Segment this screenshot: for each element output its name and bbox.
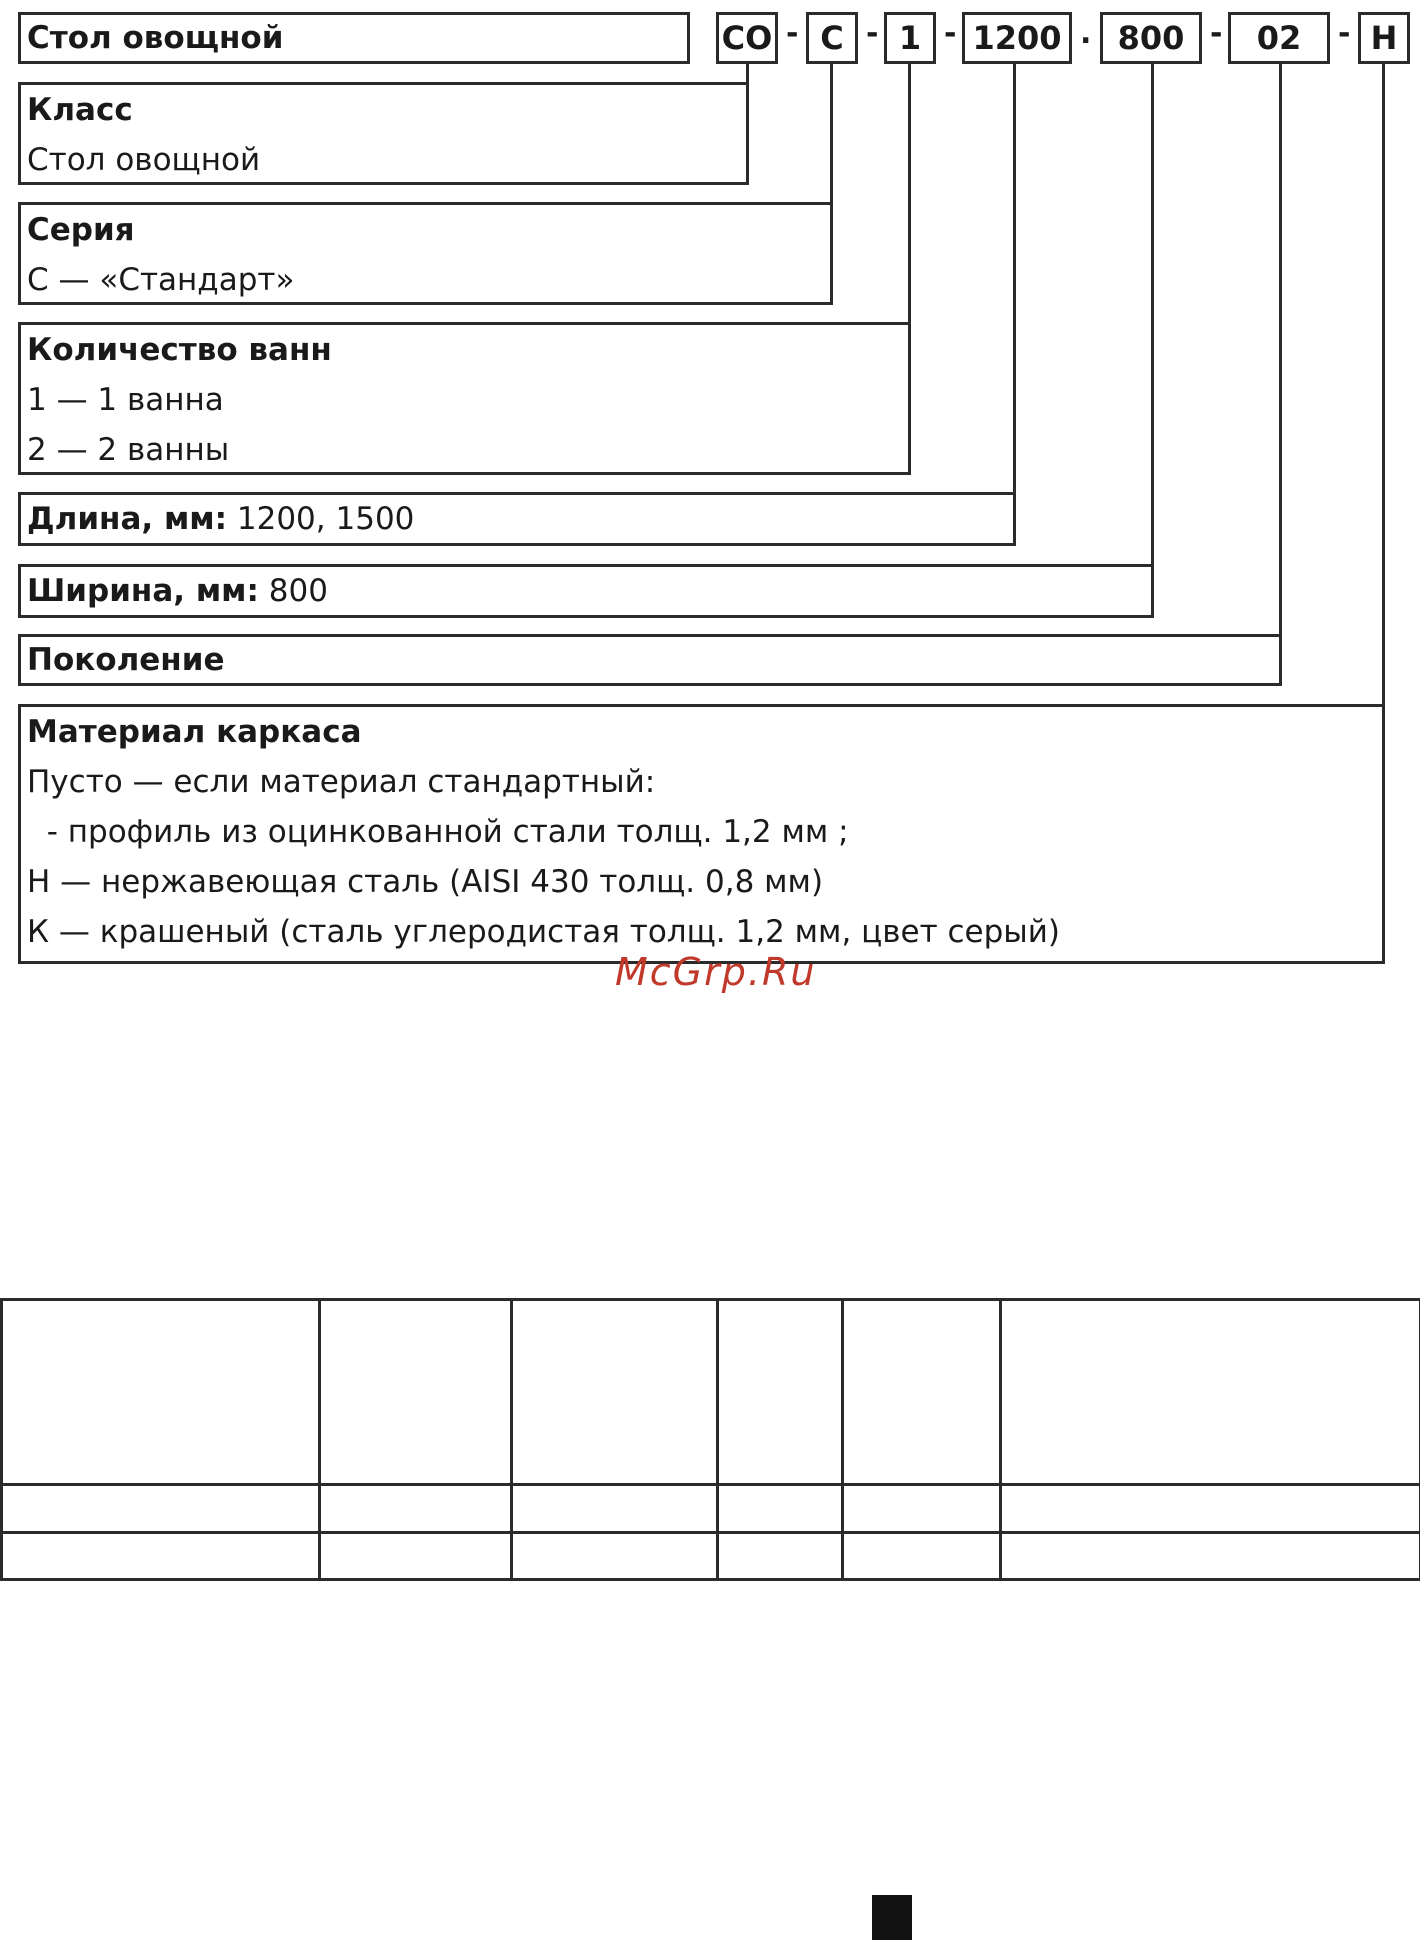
table-cell [843, 1485, 1001, 1533]
table-cell [320, 1485, 512, 1533]
width-box [18, 564, 1154, 618]
connector-line [1013, 64, 1016, 496]
material-option-stainless: Н — нержавеющая сталь (AISI 430 толщ. 0,8 мм) [27, 864, 824, 900]
material-heading: Материал каркаса [27, 714, 362, 750]
generation-heading: Поколение [27, 642, 225, 678]
series-value: С — «Стандарт» [27, 262, 295, 298]
code-part-length: 1200 [962, 12, 1072, 64]
title-text: Стол овощной [27, 20, 284, 56]
code-separator: - [866, 16, 879, 51]
class-box [18, 82, 749, 185]
table-cell [718, 1533, 843, 1580]
table-cell [512, 1485, 718, 1533]
code-separator: - [1210, 16, 1223, 51]
code-part-baths: 1 [884, 12, 936, 64]
connector-line [1279, 64, 1282, 638]
material-box [18, 704, 1385, 964]
table-cell [1001, 1485, 1420, 1533]
watermark: McGrp.Ru [615, 950, 817, 994]
width-value: 800 [268, 573, 328, 609]
width-heading: Ширина, мм: [27, 573, 259, 609]
table-cell [1001, 1300, 1420, 1485]
material-option-painted: К — крашеный (сталь углеродистая толщ. 1,2 мм, цвет серый) [27, 914, 1061, 950]
class-heading: Класс [27, 92, 133, 128]
table-cell [843, 1300, 1001, 1485]
material-option-empty: Пусто — если материал стандартный: [27, 764, 656, 800]
series-box [18, 202, 833, 305]
table-row [2, 1300, 1420, 1485]
baths-option-2: 2 — 2 ванны [27, 432, 230, 468]
code-part-series: C [806, 12, 858, 64]
table-cell [320, 1533, 512, 1580]
connector-line [830, 64, 833, 204]
table-cell [512, 1533, 718, 1580]
connector-line [746, 64, 749, 84]
generation-box [18, 634, 1282, 686]
length-value: 1200, 1500 [236, 501, 415, 537]
code-separator: . [1080, 16, 1092, 51]
code-part-generation: 02 [1228, 12, 1330, 64]
code-part-material: H [1358, 12, 1410, 64]
baths-box [18, 322, 911, 475]
title-box [18, 12, 690, 64]
table-cell [843, 1533, 1001, 1580]
table-cell [2, 1533, 320, 1580]
length-box [18, 492, 1016, 546]
baths-heading: Количество ванн [27, 332, 332, 368]
code-part-class: CO [716, 12, 778, 64]
table-cell [512, 1300, 718, 1485]
series-heading: Серия [27, 212, 135, 248]
connector-line [908, 64, 911, 324]
length-line [21, 495, 1013, 543]
code-separator: - [786, 16, 799, 51]
table-row [2, 1485, 1420, 1533]
table-cell [718, 1300, 843, 1485]
connector-line [1151, 64, 1154, 568]
code-separator: - [1338, 16, 1351, 51]
table-cell [2, 1485, 320, 1533]
class-value: Стол овощной [27, 142, 261, 178]
table-row [2, 1533, 1420, 1580]
table-cell [718, 1485, 843, 1533]
material-option-empty-detail: - профиль из оцинкованной стали толщ. 1,2 мм ; [27, 814, 849, 850]
baths-option-1: 1 — 1 ванна [27, 382, 224, 418]
connector-line [1382, 64, 1385, 708]
table-cell [2, 1300, 320, 1485]
width-line [21, 567, 1151, 615]
code-separator: - [944, 16, 957, 51]
page-marker [872, 1895, 912, 1940]
empty-table [0, 1298, 1420, 1581]
code-part-width: 800 [1100, 12, 1202, 64]
length-heading: Длина, мм: [27, 501, 228, 537]
table-cell [320, 1300, 512, 1485]
table-cell [1001, 1533, 1420, 1580]
